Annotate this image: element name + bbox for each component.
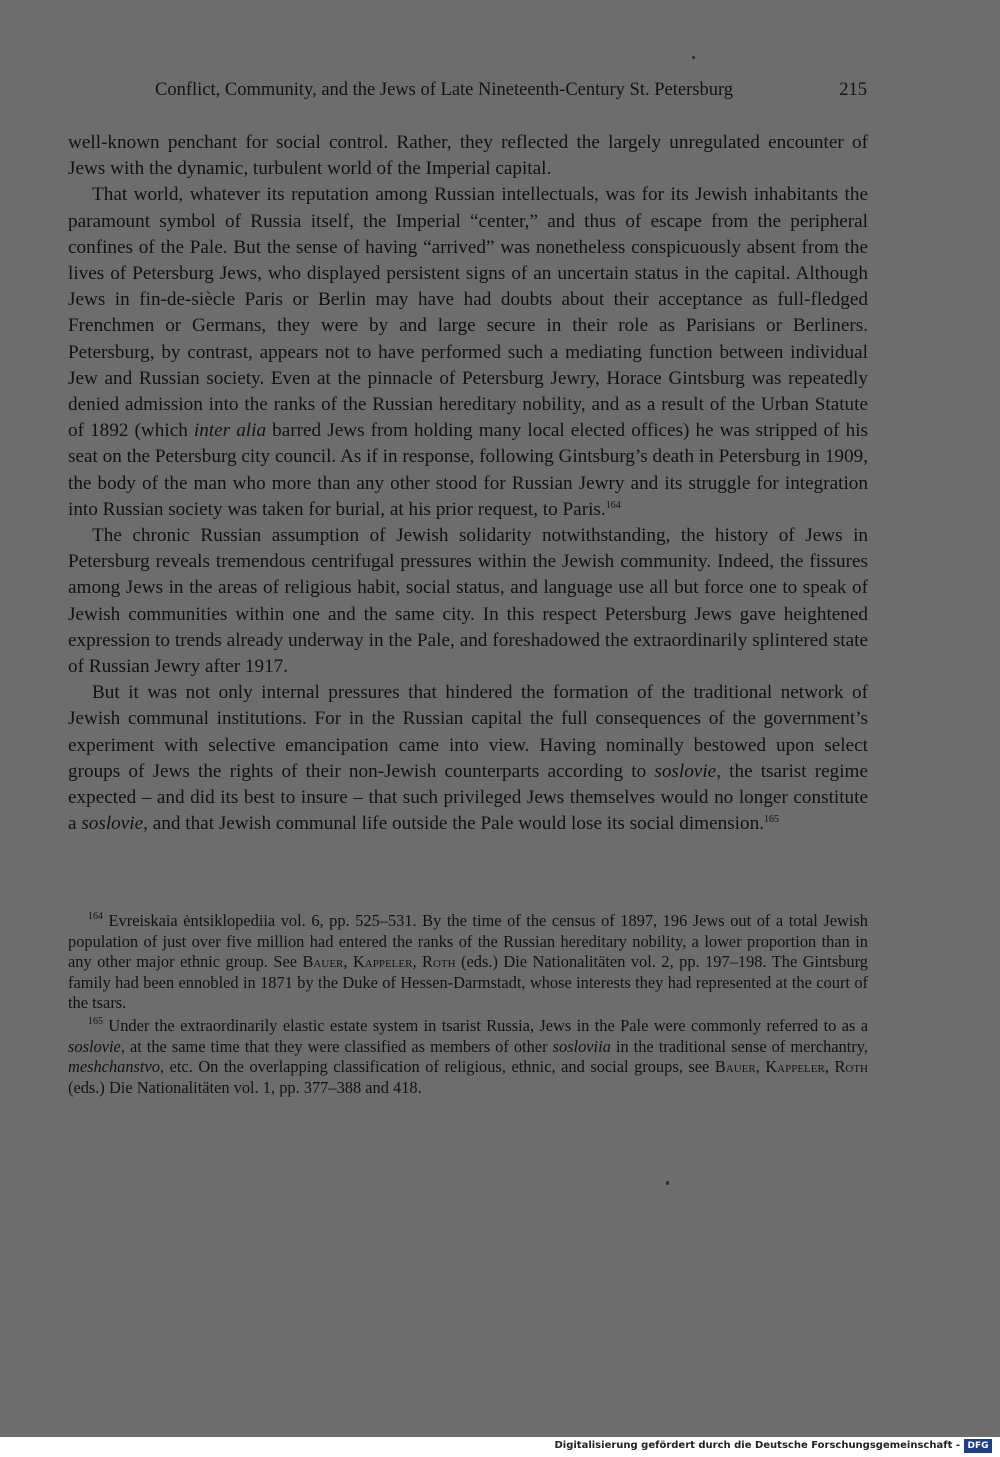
text-run: But it was not only internal pressures that hindered the formation of the traditional network of Jewish communal institutions. For in the Russian capital the full consequences of the government’s experiment with selective emancipation came into view. Having nominally bestowed upon select groups of Jews the rights of their non-Jewish counterparts according to <box>68 682 868 782</box>
text-run: , at the same time that they were classified as members of other <box>120 1036 553 1056</box>
text-run: Evreiskaia ėntsiklopediia vol. 6, pp. 525–531. By the time of the census of 1897, 196 Jews out of a total Jewish population of just over five million had entered the ranks of the Russian hereditary nobility, a lower proportion than in any other major ethnic group. See <box>68 911 868 972</box>
scan-speck <box>666 1181 669 1185</box>
footnote <box>68 1016 868 1098</box>
italic-term: soslovie <box>654 760 717 782</box>
author-names: Bauer, Kappeler, Roth <box>302 952 456 972</box>
digitization-footer <box>0 1437 1000 1457</box>
text-run: Under the extraordinarily elastic estate system in tsarist Russia, Jews in the Pale were commonly referred to as a <box>103 1015 868 1035</box>
page-number: 215 <box>839 80 867 100</box>
text-run: The chronic Russian assumption of Jewish solidarity notwithstanding, the history of Jews in Petersburg reveals tremendous centrifugal pressures within the Jewish community. Indeed, the fissures among Jews in the areas of religious habit, social status, and language use all but force one to speak of Jewish communities within one and the same city. In this respect Petersburg Jews gave heightened expression to trends already underway in the Pale, and foreshadowed the extraordinarily splintered state of Russian Jewry after 1917. <box>68 525 868 678</box>
body-text <box>68 130 868 837</box>
text-run: well-known penchant for social control. Rather, they reflected the largely unregulated encounter of Jews with the dynamic, turbulent world of the Imperial capital. <box>68 132 868 180</box>
scan-speck <box>692 56 695 59</box>
dfg-logo: DFG <box>964 1439 992 1453</box>
footnotes <box>68 911 868 1100</box>
footnote-marker: 165 <box>88 1015 103 1027</box>
footnote-marker: 164 <box>605 499 621 511</box>
text-run: , and that Jewish communal life outside the Pale would lose its social dimension. <box>143 813 764 835</box>
paragraph <box>68 523 868 680</box>
italic-term: sosloviia <box>552 1036 611 1056</box>
text-run: That world, whatever its reputation among Russian intellectuals, was for its Jewish inhabitants the paramount symbol of Russia itself, the Imperial “center,” and thus of escape from the peripheral confines of the Pale. But the sense of having “arrived” was nonetheless conspicuously absent from the lives of Petersburg Jews, who displayed persistent signs of an uncertain status in the capital. Although Jews in fin-de-siècle Paris or Berlin may have had doubts about their acceptance as full-fledged Frenchmen or Germans, they were by and large secure in their role as Parisians or Berliners. Petersburg, by contrast, appears not to have performed such a mediating function between individual Jew and Russian society. Even at the pinnacle of Petersburg Jewry, Horace Gintsburg was repeatedly denied admission into the ranks of the Russian hereditary nobility, and as a result of the Urban Statute of 1892 (which <box>68 184 868 442</box>
italic-term: soslovie <box>81 813 144 835</box>
text-run: (eds.) Die Nationalitäten vol. 2, pp. 197–198. The Gintsburg family had been ennobled in 1871 by the Duke of Hessen-Darmstadt, whose interests they had represented at the court of the tsars. <box>68 952 868 1013</box>
italic-term: soslovie <box>68 1036 121 1056</box>
paragraph <box>68 680 868 837</box>
text-run: , etc. On the overlapping classification of religious, ethnic, and social groups, see <box>159 1057 715 1077</box>
author-names: Bauer, Kappeler, Roth <box>714 1057 869 1077</box>
text-run: barred Jews from holding many local elected offices) he was stripped of his seat on the Petersburg city council. As if in response, following Gintsburg’s death in Petersburg in 1909, the body of the man who more than any other stood for Russian Jewry and its struggle for integration into Russian society was taken for burial, at his prior request, to Paris. <box>68 420 868 520</box>
italic-term: meshchanstvo <box>68 1057 160 1077</box>
italic-term: inter alia <box>193 420 267 442</box>
footnote <box>68 911 868 1014</box>
paragraph <box>68 182 868 523</box>
running-title: Conflict, Community, and the Jews of Late Nineteenth-Century St. Petersburg <box>155 80 734 100</box>
footnote-marker: 165 <box>764 814 779 826</box>
footnote-marker: 164 <box>88 911 103 922</box>
text-run: in the traditional sense of merchantry, <box>610 1036 868 1056</box>
running-head <box>155 80 867 101</box>
paragraph <box>68 130 868 182</box>
text-run: (eds.) Die Nationalitäten vol. 1, pp. 377–388 and 418. <box>68 1077 422 1097</box>
funding-credit: Digitalisierung gefördert durch die Deutsche Forschungsgemeinschaft - <box>554 1440 960 1451</box>
text-run: , the tsarist regime expected – and did its best to insure – that such privileged Jews themselves would no longer constitute a <box>68 760 869 835</box>
